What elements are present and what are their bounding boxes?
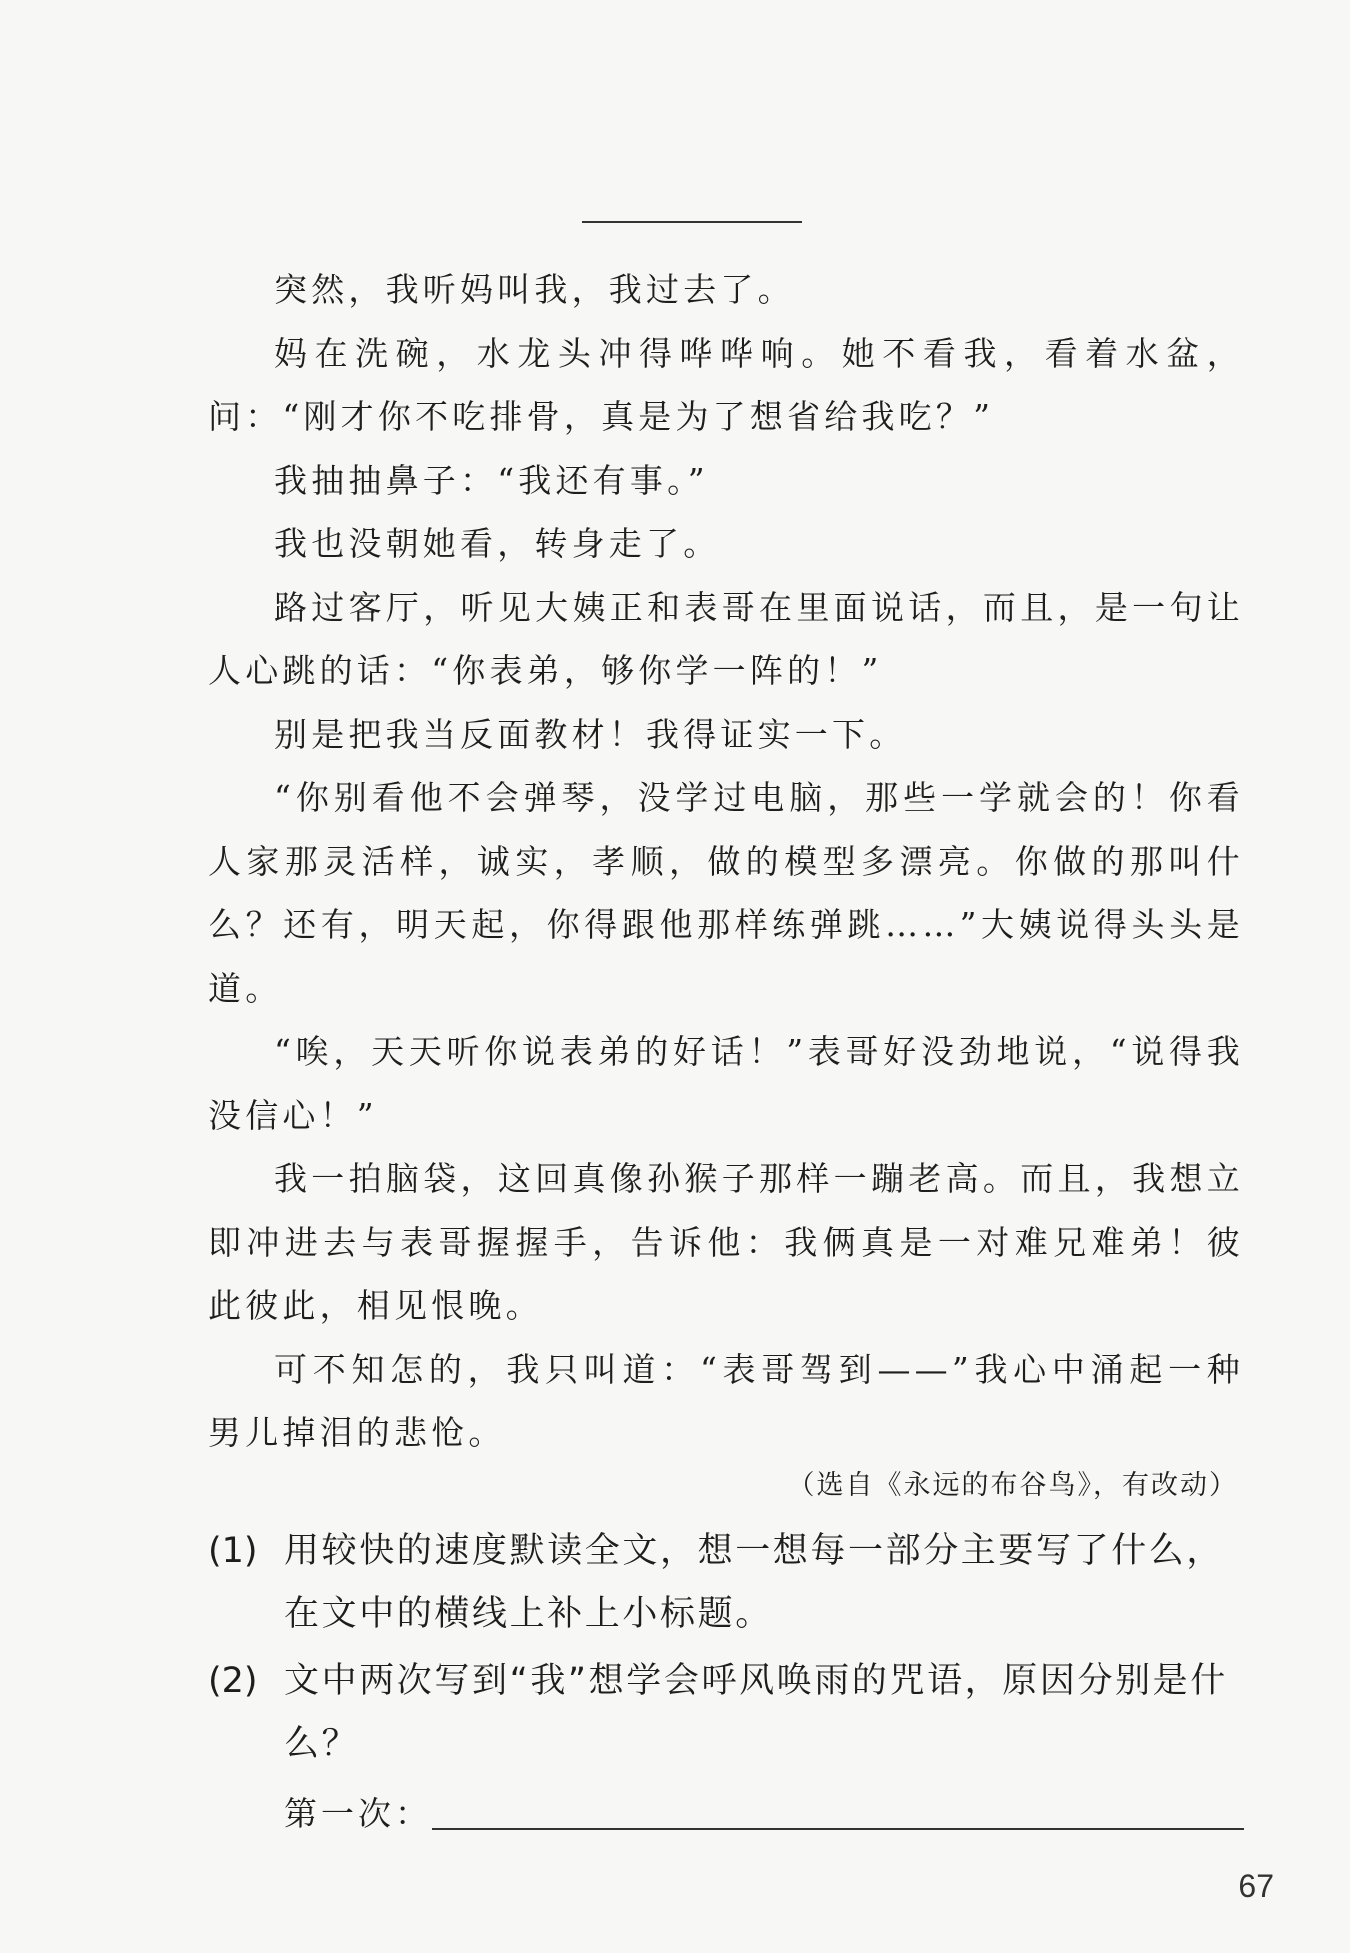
- paragraph: 突然，我听妈叫我，我过去了。: [274, 270, 795, 309]
- question-item: [208, 1650, 1244, 1776]
- answer-line-first: [284, 1786, 1244, 1842]
- paragraph: 妈在洗碗，水龙头冲得哗哗响。她不看我，看着水盆，问：“刚才你不吃排骨，真是为了想省给我吃？”: [208, 333, 1244, 436]
- question-text: 文中两次写到“我”想学会呼风唤雨的咒语，原因分别是什么？: [284, 1661, 1228, 1764]
- paragraph: 我也没朝她看，转身走了。: [274, 524, 721, 563]
- question-text: 用较快的速度默读全文，想一想每一部分主要写了什么，在文中的横线上补上小标题。: [284, 1531, 1225, 1634]
- story-text: [208, 258, 1244, 1465]
- paragraph: “你别看他不会弹琴，没学过电脑，那些一学就会的！你看人家那灵活样，诚实，孝顺，做的模型多漂亮。你做的那叫什么？还有，明天起，你得跟他那样练弹跳……”大姨说得头头是道。: [208, 778, 1244, 1008]
- paragraph: “唉，天天听你说表弟的好话！”表哥好没劲地说，“说得我没信心！”: [208, 1032, 1244, 1135]
- paragraph: 路过客厅，听见大姨正和表哥在里面说话，而且，是一句让人心跳的话：“你表弟，够你学一阵的！”: [208, 587, 1244, 690]
- question-number: (2): [208, 1661, 258, 1701]
- paragraph: 我抽抽鼻子：“我还有事。”: [274, 460, 709, 500]
- answer-label: 第一次：: [284, 1794, 432, 1833]
- question-item: [208, 1520, 1244, 1646]
- question-list: [208, 1520, 1244, 1780]
- question-number: (1): [208, 1531, 258, 1571]
- page-number: 67: [1238, 1868, 1274, 1904]
- paragraph: 别是把我当反面教材！我得证实一下。: [274, 714, 907, 754]
- paragraph: 我一拍脑袋，这回真像孙猴子那样一蹦老高。而且，我想立即冲进去与表哥握握手，告诉他：我俩真是一对难兄难弟！彼此彼此，相见恨晚。: [208, 1159, 1244, 1325]
- subtitle-blank-line: [582, 221, 802, 223]
- answer-blank-line[interactable]: [432, 1828, 1244, 1830]
- source-citation: （选自《永远的布谷鸟》，有改动）: [787, 1470, 1238, 1501]
- paragraph: 可不知怎的，我只叫道：“表哥驾到——”我心中涌起一种男儿掉泪的悲怆。: [208, 1349, 1244, 1452]
